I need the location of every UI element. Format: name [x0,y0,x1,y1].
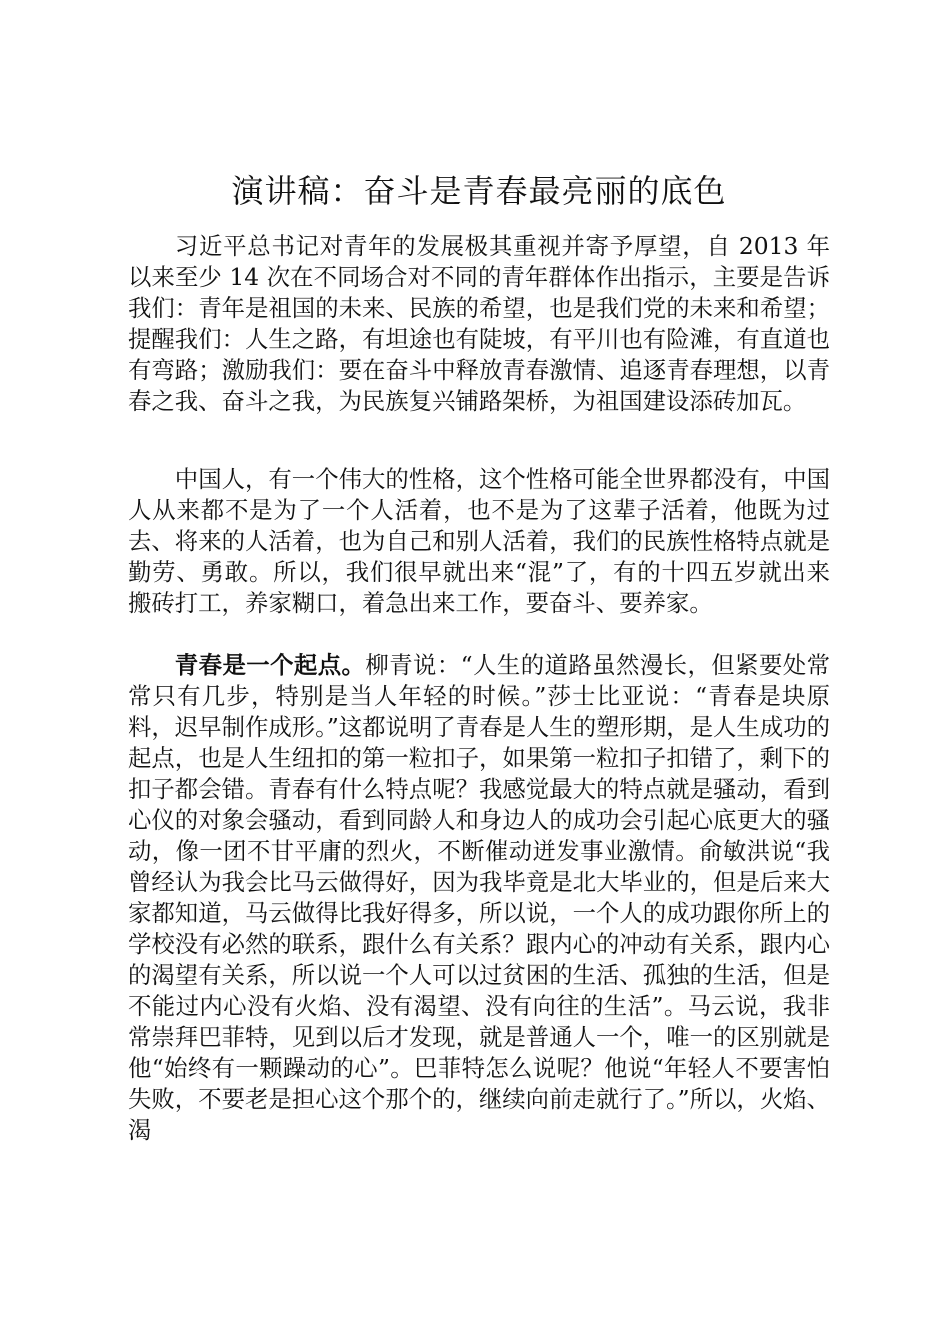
document-title: 演讲稿：奋斗是青春最亮丽的底色 [231,172,727,210]
paragraph-1 [128,231,830,417]
paragraph-3 [128,650,830,1146]
paragraph-3-text: 柳青说：“人生的道路虽然漫长，但紧要处常常只有几步，特别是当人年轻的时候。”莎士比亚说：“青春是块原料，迟早制作成形。”这都说明了青春是人生的塑形期，是人生成功的起点，也是人生纽扣的第一粒扣子，如果第一粒扣子扣错了，剩下的扣子都会错。青春有什么特点呢？我感觉最大的特点就是骚动，看到心仪的对象会骚动，看到同龄人和身边人的成功会引起心底更大的骚动，像一团不甘平庸的烈火，不断催动迸发事业激情。俞敏洪说“我曾经认为我会比马云做得好，因为我毕竟是北大毕业的，但是后来大家都知道，马云做得比我好得多，所以说，一个人的成功跟你所上的学校没有必然的联系，跟什么有关系？跟内心的冲动有关系，跟内心的渴望有关系，所以说一个人可以过贫困的生活、孤独的生活，但是不能过内心没有火焰、没有渴望、没有向往的生活”。马云说，我非常崇拜巴菲特，见到以后才发现，就是普通人一个，唯一的区别就是他“始终有一颗躁动的心”。巴菲特怎么说呢？他说“年轻人不要害怕失败，不要老是担心这个那个的，继续向前走就行了。”所以，火焰、渴 [128,651,830,1144]
paragraph-1-text: 习近平总书记对青年的发展极其重视并寄予厚望，自 2013 年以来至少 14 次在不同场合对不同的青年群体作出指示，主要是告诉我们：青年是祖国的未来、民族的希望，也是我们党的未来和希望；提醒我们：人生之路，有坦途也有陡坡，有平川也有险滩，有直道也有弯路；激励我们：要在奋斗中释放青春激情、追逐青春理想，以青春之我、奋斗之我，为民族复兴铺路架桥，为祖国建设添砖加瓦。 [128,232,830,415]
paragraph-2-text: 中国人，有一个伟大的性格，这个性格可能全世界都没有，中国人从来都不是为了一个人活着，也不是为了这辈子活着，他既为过去、将来的人活着，也为自己和别人活着，我们的民族性格特点就是勤劳、勇敢。所以，我们很早就出来“混”了，有的十四五岁就出来搬砖打工，养家糊口，着急出来工作，要奋斗、要养家。 [128,465,830,617]
paragraph-3-lead: 青春是一个起点。 [174,651,366,679]
paragraph-2 [128,464,830,619]
